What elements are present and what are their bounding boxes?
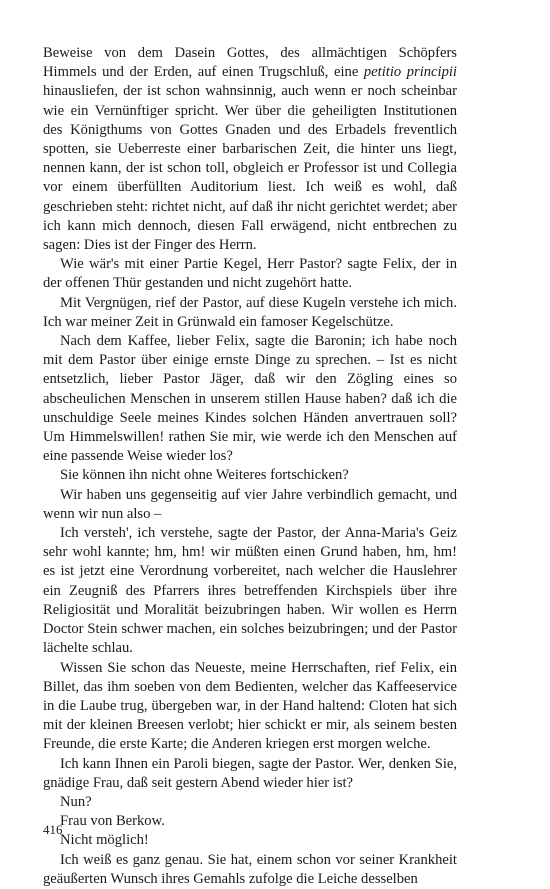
paragraph-8: Wissen Sie schon das Neueste, meine Herrschaften, rief Felix, ein Billet, das ihm soeben von dem Bedienten, welcher das Kaffeeservice in die Laube trug, übergeben war, in der Hand haltend: Cloten hat sich mit der kleinen Breesen verlobt; hier schickt er mir, als seinem besten Freunde, die erste Karte; die Anderen kriegen erst morgen welche. [43, 659, 457, 753]
paragraph-12: Nicht möglich! [60, 832, 149, 849]
paragraph-5: Sie können ihn nicht ohne Weiteres fortschicken? [60, 467, 349, 484]
paragraph-10: Nun? [60, 793, 92, 810]
paragraph-11: Frau von Berkow. [60, 813, 165, 830]
paragraph-6: Wir haben uns gegenseitig auf vier Jahre verbindlich gemacht, und wenn wir nun also – [43, 486, 457, 522]
paragraph-7: Ich versteh', ich verstehe, sagte der Pastor, der Anna-Maria's Geiz sehr wohl kannte; hm, hm! wir müßten einen Grund haben, hm, hm! es ist jetzt eine Verordnung vorbereitet, nach welcher die Hauslehrer ein Zeugniß des Pfarrers ihres betreffenden Kirchspiels über ihre Religiosität und Moralität beizubringen haben. Wir wollen es Herrn Doctor Stein schwer machen, ein solches beizubringen; und der Pastor lächelte schlau. [43, 525, 457, 657]
paragraph-4: Nach dem Kaffee, lieber Felix, sagte die Baronin; ich habe noch mit dem Pastor über einige ernste Dinge zu sprechen. – Ist es nicht entsetzlich, lieber Pastor Jäger, daß wir den Zögling eines so abscheulichen Menschen in unserem stillen Hause haben? daß ich die unschuldige Seele meines Kindes solchen Händen anvertrauen soll? Um Himmelswillen! rathen Sie mir, wie werde ich den Menschen auf eine passende Weise wieder los? [43, 333, 457, 465]
book-page-text [43, 44, 457, 889]
paragraph-2: Wie wär's mit einer Partie Kegel, Herr Pastor? sagte Felix, der in der offenen Thür gestanden und nicht zugehört hatte. [43, 256, 457, 292]
paragraph-1: Beweise von dem Dasein Gottes, des allmächtigen Schöpfers Himmels und der Erden, auf einen Trugschluß, eine petitio principii hinausliefen, der ist schon wahnsinnig, auch wenn er noch scheinbar wie ein Vernünftiger spricht. Wer über die geheiligten Institutionen des Königthums von Gottes Gnaden und des Erbadels freventlich spotten, sie Ueberreste einer barbarischen Zeit, die hinter uns liegt, nennen kann, der ist schon toll, obgleich er Professor ist und Collegia vor einem überfüllten Auditorium liest. Ich weiß es wohl, daß geschrieben steht: richtet nicht, auf daß ihr nicht gerichtet werdet; aber ich kann mich dennoch, diesen Fall erwägend, nicht entbrechen zu sagen: Dies ist der Finger des Herrn. [43, 45, 457, 254]
paragraph-9: Ich kann Ihnen ein Paroli biegen, sagte der Pastor. Wer, denken Sie, gnädige Frau, daß seit gestern Abend wieder hier ist? [43, 755, 457, 791]
paragraph-3: Mit Vergnügen, rief der Pastor, auf diese Kugeln verstehe ich mich. Ich war meiner Zeit in Grünwald ein famoser Kegelschütze. [43, 294, 457, 330]
paragraph-13: Ich weiß es ganz genau. Sie hat, einem schon vor seiner Krankheit geäußerten Wunsch ihres Gemahls zufolge die Leiche desselben [43, 851, 457, 887]
latin-phrase: petitio principii [363, 64, 457, 81]
page-number: 416 [43, 822, 63, 837]
